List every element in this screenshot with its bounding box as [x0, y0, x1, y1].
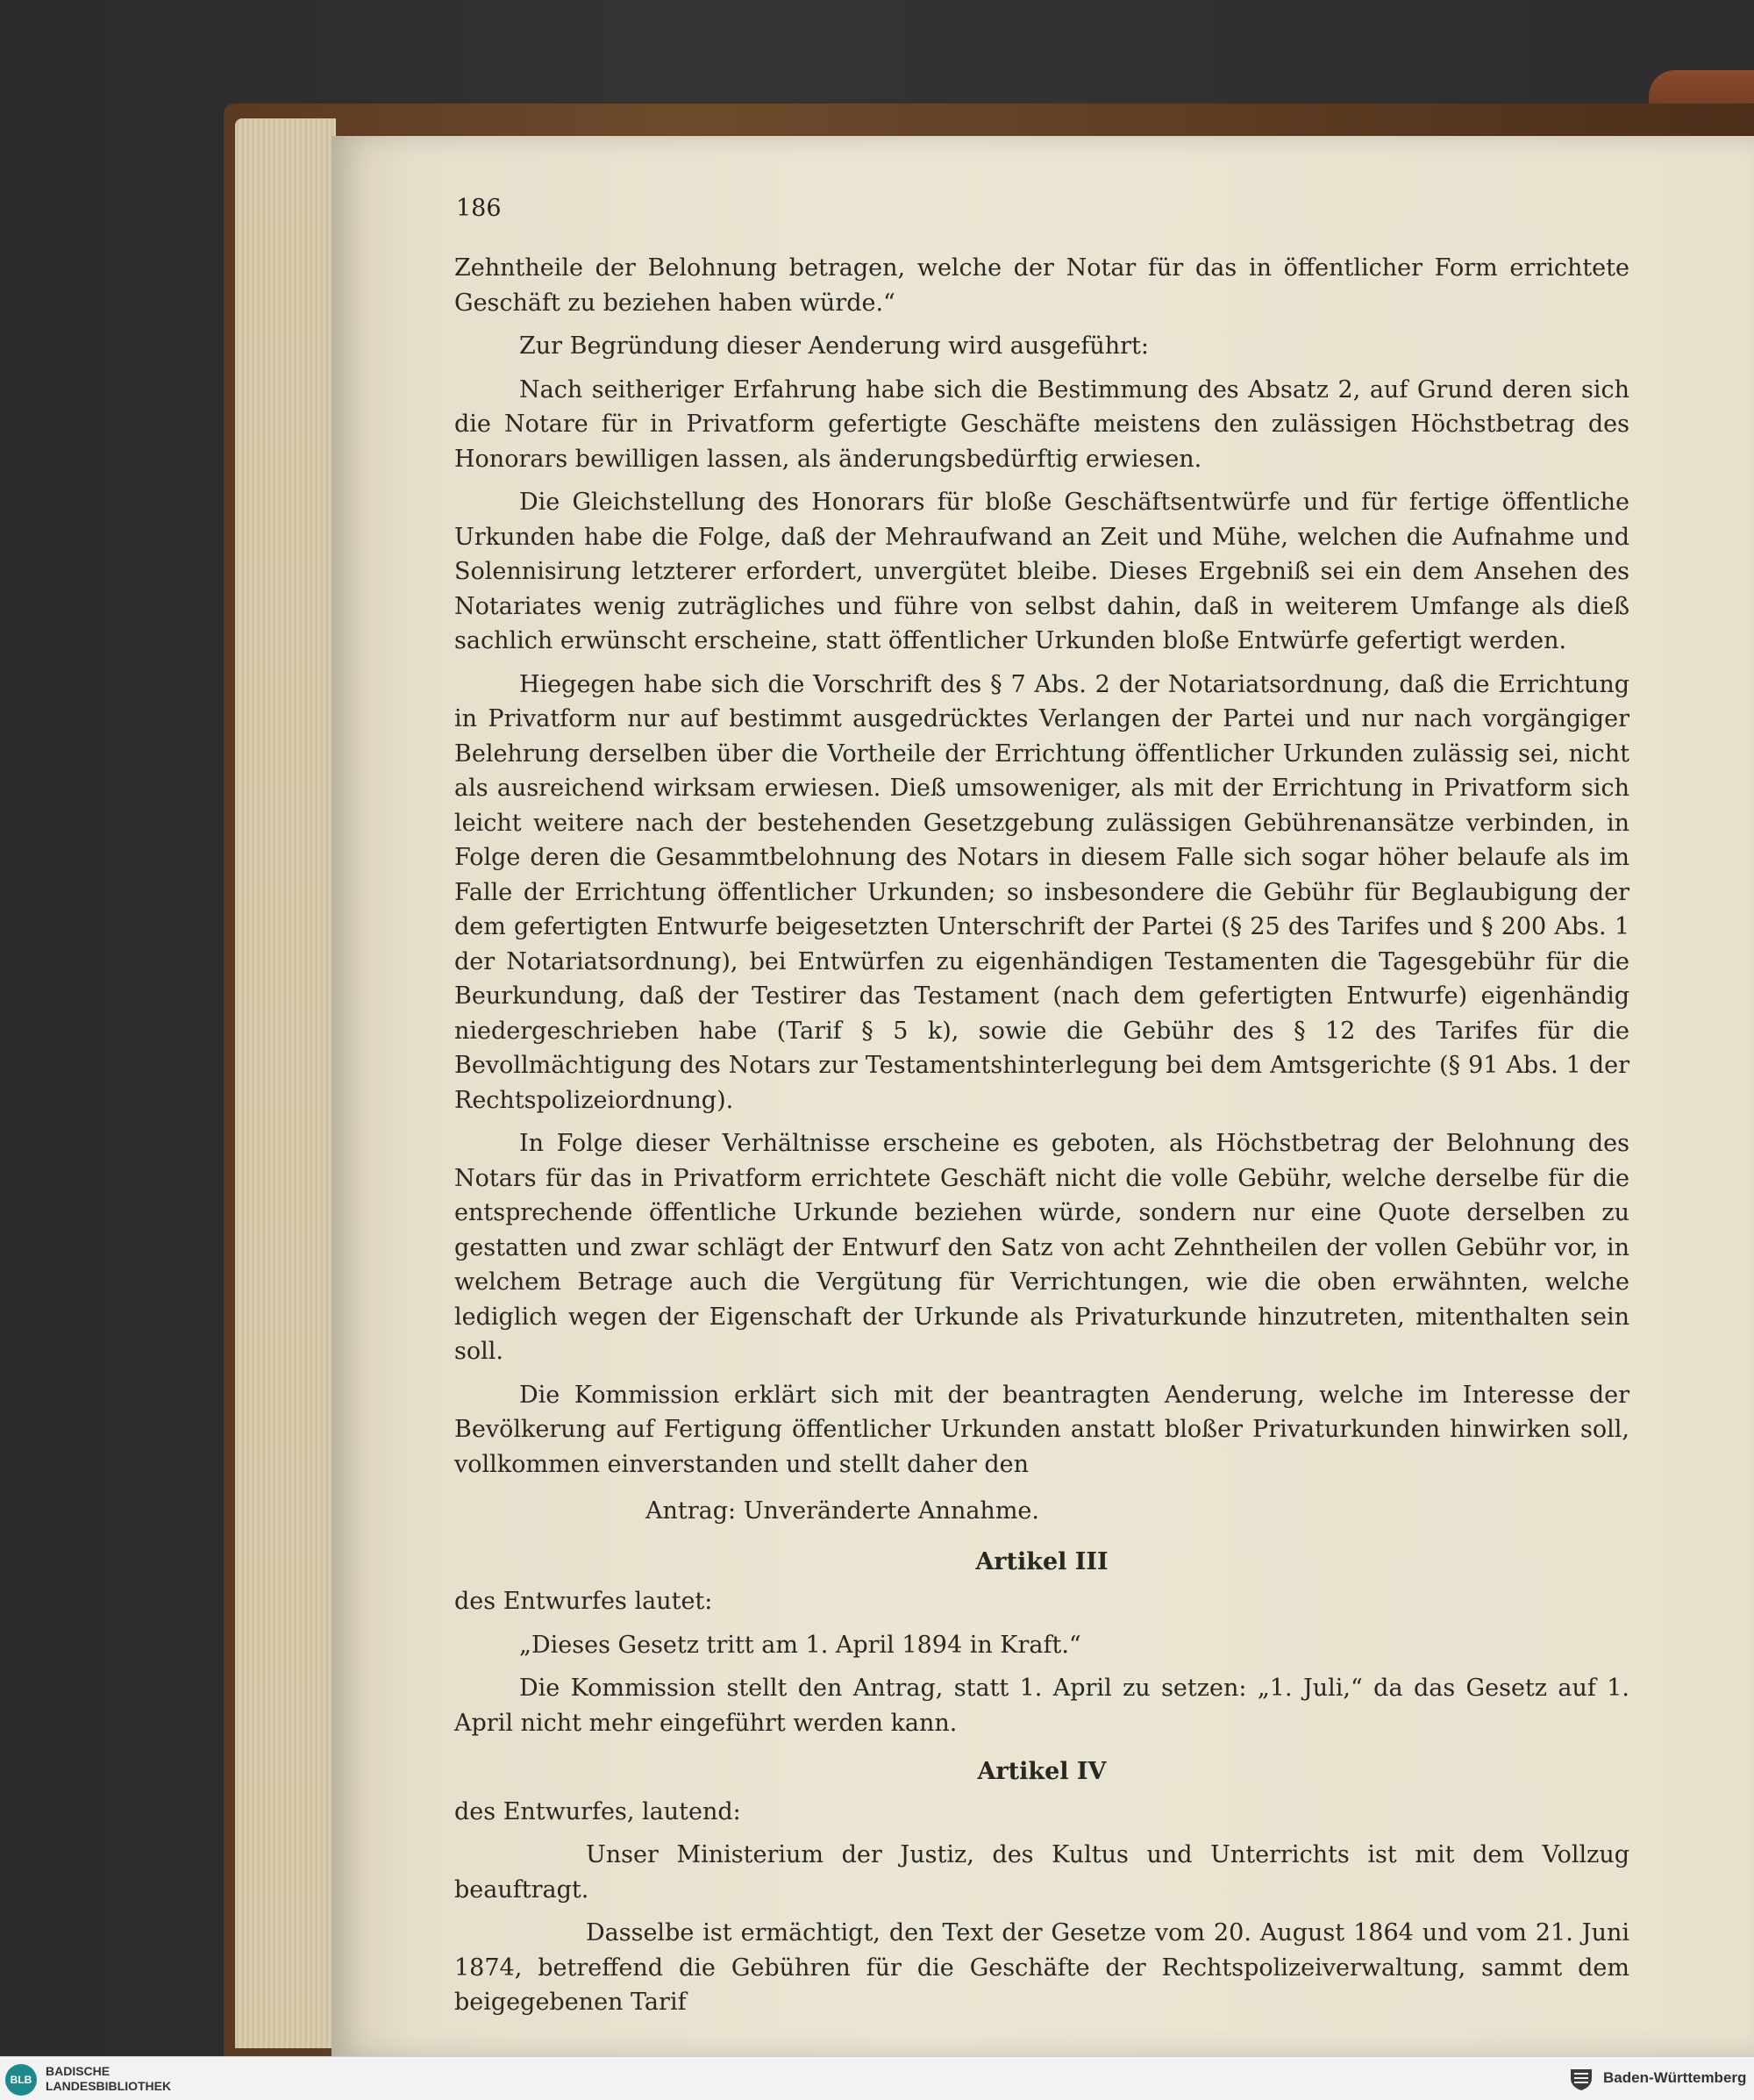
paragraph: Die Kommission stellt den Antrag, statt 1. April zu setzen: „1. Juli,“ da das Gesetz auf 1. April nicht mehr eingeführt werden kann.	[454, 1675, 1629, 1737]
paragraph: Hiegegen habe sich die Vorschrift des § 7 Abs. 2 der Notariatsordnung, daß die Errichtung in Privatform nur auf bestimmt ausgedrücktes Verlangen der Partei und nur nach vorgängiger Belehrung derselben über die Vortheile der Errichtung öffentlicher Urkunden zulässig sei, nicht als ausreichend wirksam erwiesen. Dieß umsoweniger, als mit der Errichtung in Privatform sich leicht weitere nach der bestehenden Gesetzgebung zulässigen Gebührenansätze verbinden, in Folge deren die Gesammtbelohnung des Notars in diesem Falle sich sogar höher belaufe als im Falle der Errichtung öffentlicher Urkunden; so insbesondere die Gebühr für Beglaubigung der dem gefertigten Entwurfe beigesetzten Unterschrift der Partei (§ 25 des Tarifes und § 200 Abs. 1 der Notariatsordnung), bei Entwürfen zu eigenhändigen Testamenten die Tagesgebühr für die Beurkundung, daß der Testirer das Testament (nach dem gefertigten Entwurfe) eigenhändig niedergeschrieben habe (Tarif § 5 k), sowie die Gebühr des § 12 des Tarifes für die Bevollmächtigung des Notars zur Testamentshinterlegung bei dem Amtsgerichte (§ 91 Abs. 1 der Rechtspolizeiordnung).	[454, 670, 1629, 1114]
viewer-footer	[0, 2056, 1754, 2100]
section-heading: Artikel III	[975, 1547, 1109, 1575]
paragraph: Die Kommission erklärt sich mit der beantragten Aenderung, welche im Interesse der Bevölkerung auf Fertigung öffentlicher Urkunden anstatt bloßer Privaturkunden hinwirken soll, vollkommen einverstanden und stellt daher den	[454, 1381, 1629, 1478]
library-name-line: LANDESBIBLIOTHEK	[46, 2079, 172, 2093]
page-number: 186	[456, 195, 502, 222]
blb-logo-icon[interactable]: BLB	[5, 2064, 37, 2096]
paragraph: In Folge dieser Verhältnisse erscheine es geboten, als Höchstbetrag der Belohnung des Notars für das in Privatform errichtete Geschäft nicht die volle Gebühr, welche derselbe für die entsprechende öffentliche Urkunde beziehen würde, sondern nur eine Quote derselben zu gestatten und zwar schlägt der Entwurf den Satz von acht Zehntheilen der vollen Gebühr vor, in welchem Betrage auch die Vergütung für Verrichtungen, wie die oben erwähnten, welche lediglich wegen der Eigenschaft der Urkunde als Privaturkunde hinzutreten, mitenthalten sein soll.	[454, 1130, 1629, 1365]
section-heading: Artikel IV	[977, 1758, 1107, 1785]
state-coat-of-arms-icon	[1567, 2066, 1595, 2092]
paragraph: Nach seitheriger Erfahrung habe sich die Bestimmung des Absatz 2, auf Grund deren sich die Notare für in Privatform gefertigte Geschäfte meistens den zulässigen Höchstbetrag des Honorars bewilligen lassen, als änderungsbedürftig erwiesen.	[454, 375, 1629, 473]
antrag-line: Antrag: Unveränderte Annahme.	[645, 1497, 1039, 1525]
paragraph: Unser Ministerium der Justiz, des Kultus und Unterrichts ist mit dem Vollzug beauftragt.	[454, 1841, 1629, 1904]
paragraph: Zur Begründung dieser Aenderung wird ausgeführt:	[519, 332, 1150, 360]
state-name[interactable]: Baden-Württemberg	[1603, 2069, 1747, 2086]
paragraph: des Entwurfes lautet:	[454, 1588, 713, 1615]
paragraph: Die Gleichstellung des Honorars für bloße Geschäftsentwürfe und für fertige öffentliche Urkunden habe die Folge, daß der Mehraufwand an Zeit und Mühe, welchen die Aufnahme und Solennisirung letzterer erfordert, unvergütet bleibe. Dieses Ergebniß sei ein dem Ansehen des Notariates wenig zuträgliches und führe von selbst dahin, daß in weiterem Umfange als dieß sachlich erwünscht erscheine, statt öffentlicher Urkunden bloße Entwürfe gefertigt werden.	[454, 489, 1629, 654]
page-stack-edge	[235, 118, 336, 2048]
paragraph: Dasselbe ist ermächtigt, den Text der Gesetze vom 20. August 1864 und vom 21. Juni 1874, betreffend die Gebühren für die Geschäfte der Rechtspolizeiverwaltung, sammt dem beigegebenen Tarif	[454, 1919, 1629, 2016]
paragraph: des Entwurfes, lautend:	[454, 1797, 741, 1825]
quote-line: „Dieses Gesetz tritt am 1. April 1894 in Kraft.“	[519, 1631, 1081, 1659]
library-name-line: BADISCHE	[46, 2064, 111, 2078]
paragraph: Zehntheile der Belohnung betragen, welche der Notar für das in öffentlicher Form errichtete Geschäft zu beziehen haben würde.“	[454, 254, 1629, 317]
library-name	[46, 2064, 171, 2094]
page-body	[454, 251, 1629, 2029]
